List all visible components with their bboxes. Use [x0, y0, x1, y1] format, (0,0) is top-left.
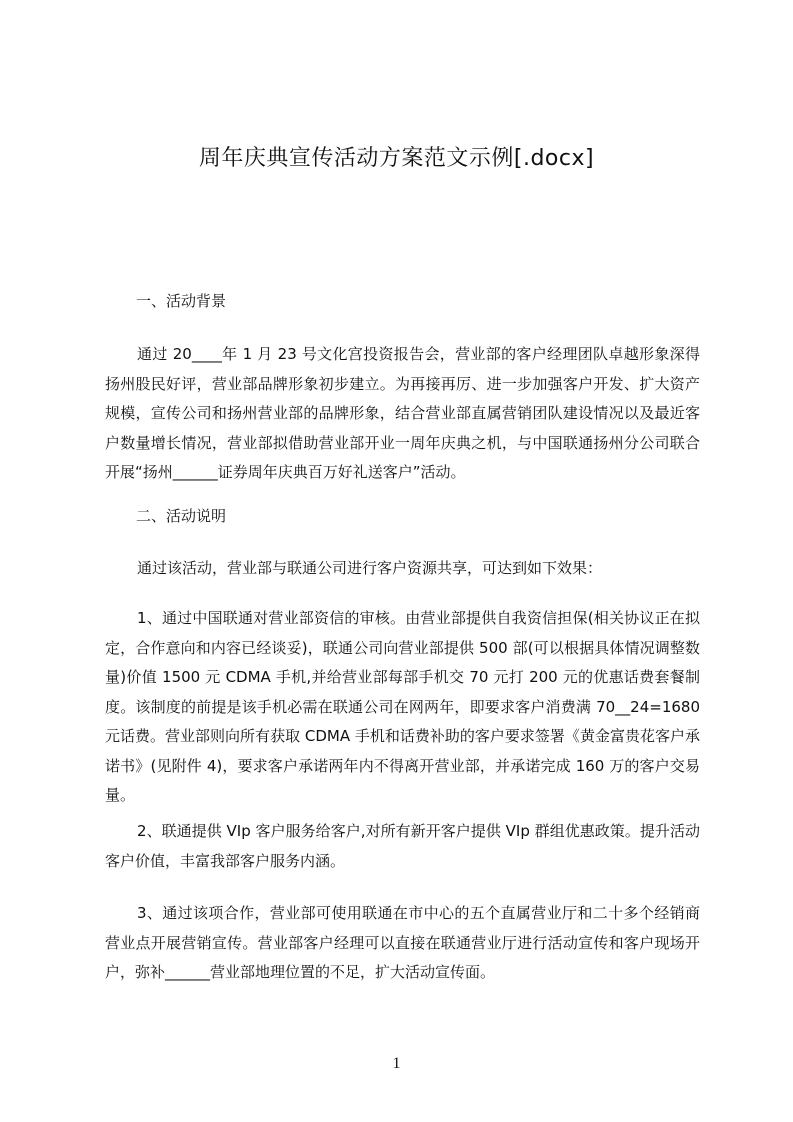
- description-intro-paragraph: 通过该活动，营业部与联通公司进行客户资源共享，可达到如下效果：: [137, 559, 603, 577]
- background-paragraph: 通过 20____年 1 月 23 号文化宫投资报告会，营业部的客户经理团队卓越形象深得扬州股民好评，营业部品牌形象初步建立。为再接再厉、进一步加强客户开发、扩大资产规模，宣传公司和扬州营业部的品牌形象，结合营业部直属营销团队建设情况以及最近客户数量增长情况，营业部拟借助营业部开业一周年庆典之机，与中国联通扬州分公司联合开展“扬州______证券周年庆典百万好礼送客户”活动。: [105, 345, 700, 481]
- description-item-2: 2、联通提供 VIp 客户服务给客户,对所有新开客户提供 VIp 群组优惠政策。提升活动客户价值，丰富我部客户服务内涵。: [105, 822, 700, 870]
- document-title: 周年庆典宣传活动方案范文示例[.docx]: [198, 146, 595, 171]
- section-heading-background: 一、活动背景: [136, 292, 227, 310]
- page-number: 1: [392, 1055, 401, 1072]
- description-item-1: 1、通过中国联通对营业部资信的审核。由营业部提供自我资信担保(相关协议正在拟定，合作意向和内容已经谈妥)，联通公司向营业部提供 500 部(可以根据具体情况调整数量)价值 1500 元 CDMA 手机,并给营业部每部手机交 70 元打 200 元的优惠话费套餐制度。该制度的前提是该手机必需在联通公司在网两年，即要求客户消费满 70__24=1680 元话费。营业部则向所有获取 CDMA 手机和话费补助的客户要求签署《黄金富贵花客户承诺书》(见附件 4)，要求客户承诺两年内不得离开营业部，并承诺完成 160 万的客户交易量。: [105, 609, 700, 804]
- section-heading-description: 二、活动说明: [136, 507, 227, 525]
- description-item-3: 3、通过该项合作，营业部可使用联通在市中心的五个直属营业厅和二十多个经销商营业点开展营销宣传。营业部客户经理可以直接在联通营业厅进行活动宣传和客户现场开户，弥补______营业部地理位置的不足，扩大活动宣传面。: [105, 904, 700, 981]
